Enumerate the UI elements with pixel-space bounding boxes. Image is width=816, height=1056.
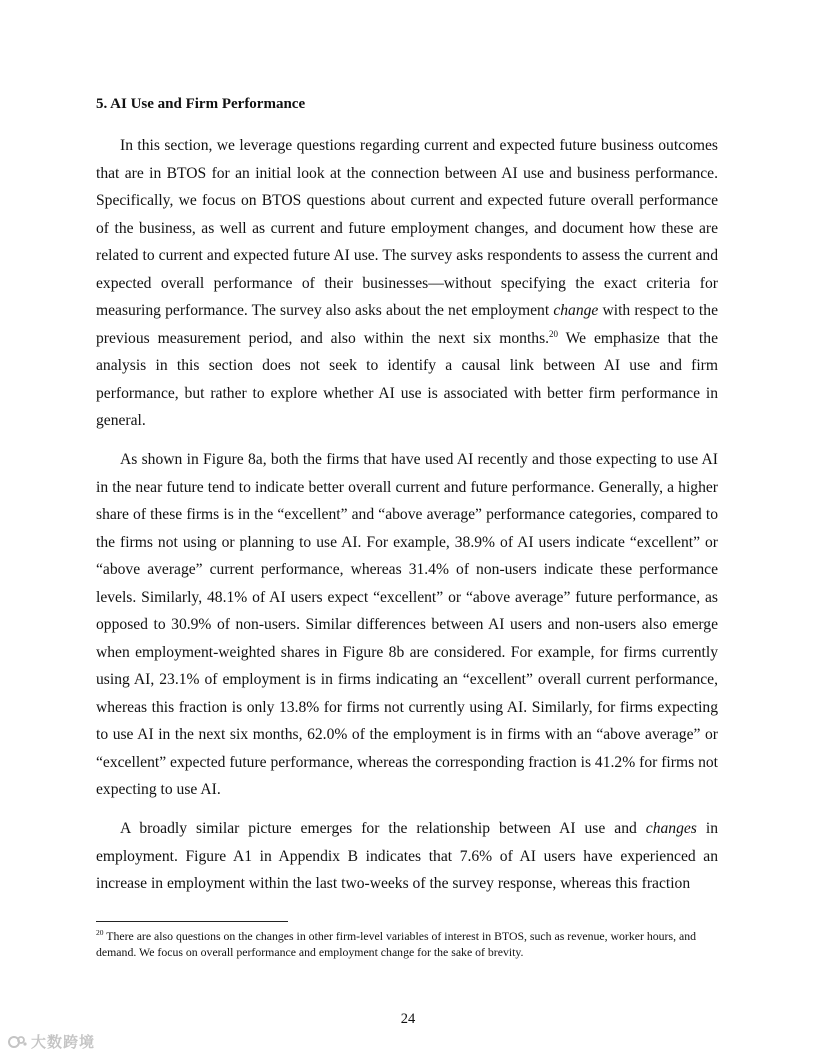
paragraph-1 (96, 132, 718, 435)
paragraph-3-text-b: in employment. Figure A1 in Appendix B indicates that 7.6% of AI users have experienced an increase in employment within the last two-weeks of the survey response, whereas this fraction (96, 820, 719, 892)
paragraph-1-emphasis: change (553, 302, 599, 319)
paragraph-3-text-a: A broadly similar picture emerges for the relationship between AI use and (120, 820, 646, 837)
footnote (96, 928, 718, 960)
section-heading: 5. AI Use and Firm Performance (96, 96, 306, 112)
footnote-reference[interactable]: 20 (549, 328, 559, 339)
brand-logo-icon (8, 1034, 28, 1050)
footnote-text: There are also questions on the changes in other firm-level variables of interest in BTOS, such as revenue, worker hours, and demand. We focus on overall performance and employment change for the sake of brevity. (96, 929, 697, 959)
paragraph-1-text-a: In this section, we leverage questions regarding current and expected future business outcomes that are in BTOS for an initial look at the connection between AI use and business performance. Specifically, we focus on BTOS questions about current and expected future overall performance of the business, as well as current and future employment changes, and document how these are related to current and expected future AI use. The survey asks respondents to assess the current and expected overall performance of their businesses—without specifying the exact criteria for measuring performance. The survey also asks about the net employment (96, 137, 718, 319)
paragraph-2 (96, 446, 718, 804)
paragraph-3-emphasis: changes (645, 820, 697, 837)
watermark-text: 大数跨境 (31, 1033, 96, 1051)
paragraph-1-text-b: with respect to the previous measurement period, and also within the next six months. (96, 302, 718, 347)
paragraph-1-text-c: We emphasize that the analysis in this section does not seek to identify a causal link between AI use and firm performance, but rather to explore whether AI use is associated with better firm performance in general. (96, 329, 718, 429)
paragraph-3 (96, 815, 718, 898)
footnote-number: 20 (96, 928, 104, 938)
watermark (8, 1031, 95, 1052)
footnote-divider (96, 921, 288, 922)
page-number: 24 (400, 1011, 416, 1027)
paragraph-2-text: As shown in Figure 8a, both the firms that have used AI recently and those expecting to use AI in the near future tend to indicate better overall current and future performance. Generally, a higher share of these firms is in the “excellent” and “above average” performance categories, compared to the firms not using or planning to use AI. For example, 38.9% of AI users indicate “excellent” or “above average” current performance, whereas 31.4% of non-users indicate these performance levels. Similarly, 48.1% of AI users expect “excellent” or “above average” future performance, as opposed to 30.9% of non-users. Similar differences between AI users and non-users also emerge when employment-weighted shares in Figure 8b are considered. For example, for firms currently using AI, 23.1% of employment is in firms indicating an “excellent” overall current performance, whereas this fraction is only 13.8% for firms not currently using AI. Similarly, for firms expecting to use AI in the next six months, 62.0% of the employment is in firms with an “above average” or “excellent” expected future performance, whereas the corresponding fraction is 41.2% for firms not expecting to use AI. (96, 451, 718, 798)
